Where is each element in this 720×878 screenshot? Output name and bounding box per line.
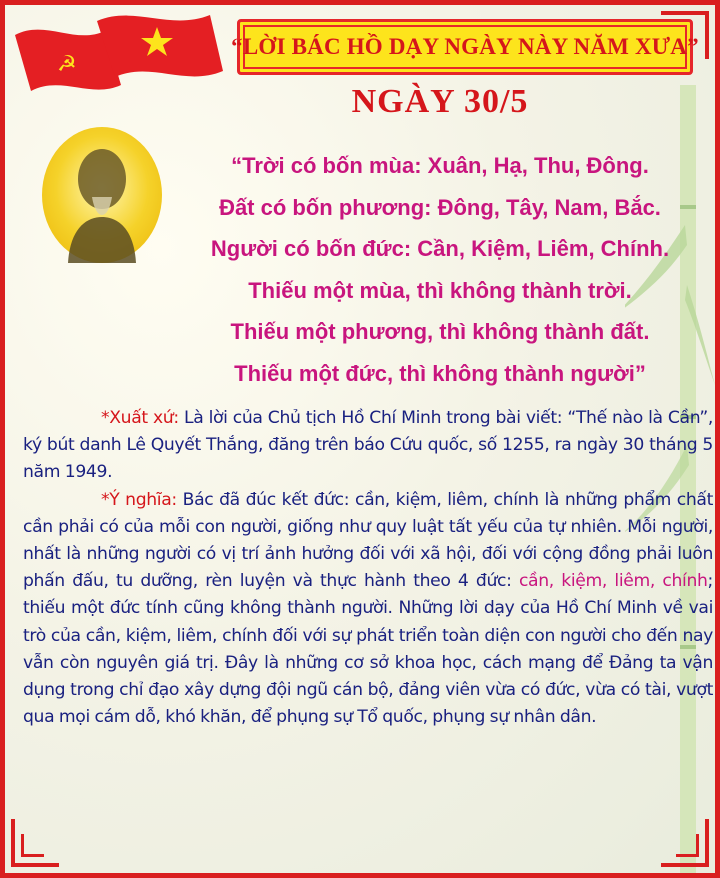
frame-corner	[661, 11, 709, 59]
title-banner	[231, 19, 699, 75]
quote-line: Thiếu một mùa, thì không thành trời.	[248, 277, 632, 303]
quote-line: Người có bốn đức: Cần, Kiệm, Liêm, Chính.	[210, 236, 670, 261]
quote-line: Thiếu một phương, thì không thành đất.	[230, 319, 650, 344]
meaning-text-continued: ; thiếu một đức tính cũng không thành người. Những lời dạy của Hồ Chí Minh về vai trò của cần, kiệm, liêm, chính đối với sự phát triển toàn diện con người cho đến nay vẫn còn nguyên giá trị. Đây là những cơ sở khoa học, cách mạng để Đảng ta vận dụng trong chỉ đạo xây dựng đội ngũ cán bộ, đảng viên vừa có đức, vừa có tài, vượt qua mọi cám dỗ, khó khăn, để phụng sự Tổ quốc, phụng sự nhân dân.	[23, 571, 713, 728]
source-text: Là lời của Chủ tịch Hồ Chí Minh trong bài viết: “Thế nào là Cần”, ký bút danh Lê Quyết Thắng, đăng trên báo Cứu quốc, số 1255, ra ngày 30 tháng 5 năm 1949.	[23, 408, 713, 483]
source-paragraph	[23, 405, 713, 487]
meaning-label: *Ý nghĩa:	[101, 489, 177, 510]
svg-text:☭: ☭	[57, 52, 77, 77]
quote-line: Đất có bốn phương: Đông, Tây, Nam, Bắc.	[219, 194, 661, 220]
flags	[5, 5, 235, 115]
portrait-icon	[40, 125, 164, 265]
date-heading: NGÀY 30/5	[351, 83, 529, 120]
quote-block	[160, 145, 720, 394]
meaning-text: Bác đã đúc kết đức: cần, kiệm, liêm, chính là những phẩm chất cần phải có của mỗi con người, giống như quy luật tất yếu của tự nhiên. Mỗi người, nhất là những người có vị trí ảnh hưởng đối với xã hội, đối với cộng đồng phải luôn phấn đấu, tu dưỡng, rèn luyện và thực hành theo 4 đức:	[23, 489, 714, 592]
quote-line: “Trời có bốn mùa: Xuân, Hạ, Thu, Đông.	[231, 153, 649, 178]
frame-corner	[661, 819, 709, 867]
virtues-highlight: cần, kiệm, liêm, chính	[518, 571, 708, 592]
meaning-paragraph	[23, 487, 713, 732]
frame-corner	[11, 819, 59, 867]
banner-title: “LỜI BÁC HỒ DẠY NGÀY NÀY NĂM XƯA”	[231, 34, 699, 59]
quote-line: Thiếu một đức, thì không thành người”	[234, 360, 646, 386]
body-text	[23, 405, 713, 731]
source-label: *Xuất xứ:	[101, 408, 179, 428]
national-flag-icon	[97, 15, 223, 77]
